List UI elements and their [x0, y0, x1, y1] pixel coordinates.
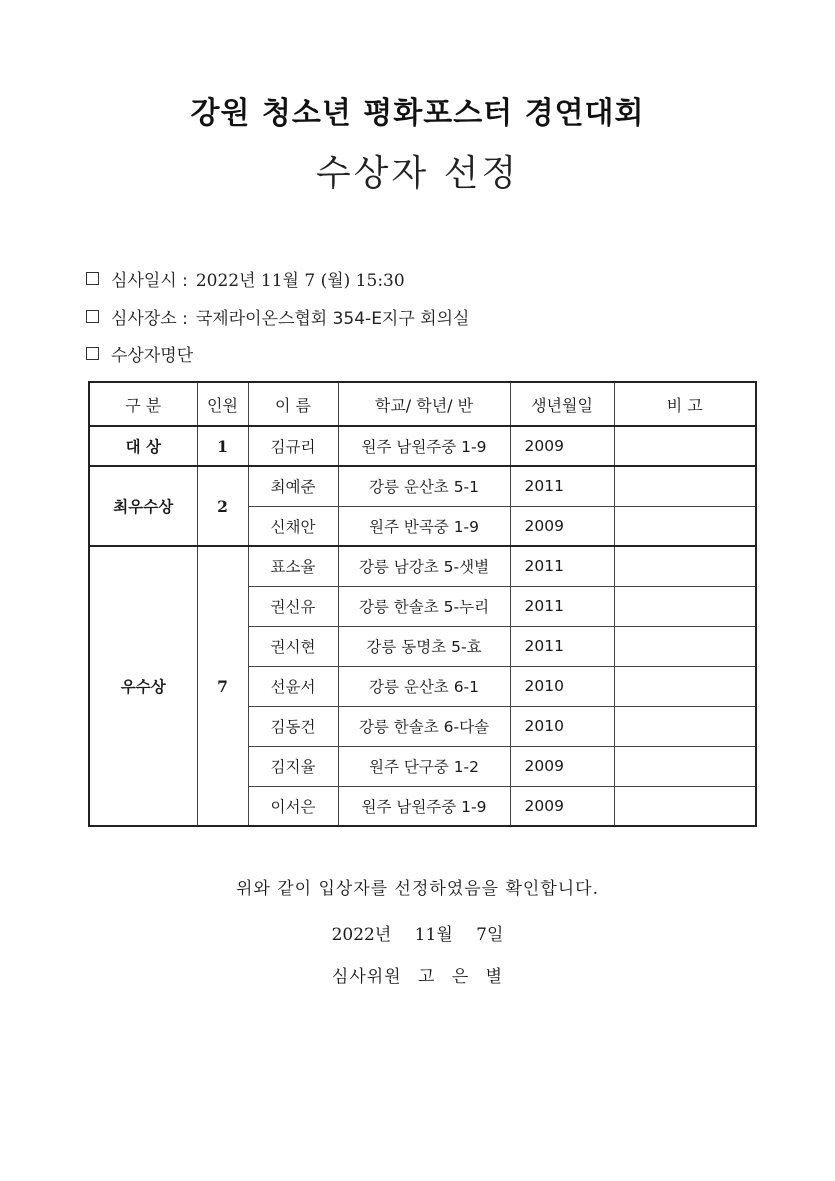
note-cell — [614, 746, 756, 786]
checkbox-icon — [86, 310, 99, 323]
info-review-date — [86, 266, 405, 291]
checkbox-icon — [86, 347, 99, 360]
school-cell: 강릉 남강초 5-샛별 — [338, 546, 510, 586]
note-cell — [614, 586, 756, 626]
page-title: 강원 청소년 평화포스터 경연대회 — [190, 96, 645, 131]
header-school: 학교/ 학년/ 반 — [338, 382, 510, 426]
name-cell: 이서은 — [248, 786, 338, 826]
school-cell: 강릉 운산초 5-1 — [338, 466, 510, 506]
note-cell — [614, 426, 756, 466]
info-label: 심사장소 : — [111, 309, 188, 329]
info-review-place — [86, 304, 469, 329]
info-label: 심사일시 : — [111, 271, 188, 291]
note-cell — [614, 666, 756, 706]
school-cell: 강릉 동명초 5-효 — [338, 626, 510, 666]
category-cell: 우수상 — [89, 546, 197, 826]
school-cell: 원주 남원주중 1-9 — [338, 426, 510, 466]
info-label: 수상자명단 — [111, 346, 194, 366]
header-count: 인원 — [197, 382, 248, 426]
header-name: 이 름 — [248, 382, 338, 426]
name-cell: 김동건 — [248, 706, 338, 746]
name-cell: 권신유 — [248, 586, 338, 626]
note-cell — [614, 706, 756, 746]
table-row — [89, 426, 756, 466]
info-value: 국제라이온스협회 354-E지구 회의실 — [195, 309, 470, 329]
birth-cell: 2011 — [510, 466, 614, 506]
header-note: 비 고 — [614, 382, 756, 426]
birth-cell: 2009 — [510, 426, 614, 466]
judge-signature: 심사위원 고 은 별 — [331, 967, 504, 987]
name-cell: 선윤서 — [248, 666, 338, 706]
name-cell: 최예준 — [248, 466, 338, 506]
name-cell: 김지율 — [248, 746, 338, 786]
confirmation-text: 위와 같이 입상자를 선정하였음을 확인합니다. — [235, 879, 600, 899]
note-cell — [614, 466, 756, 506]
note-cell — [614, 546, 756, 586]
category-cell: 최우수상 — [89, 466, 197, 546]
note-cell — [614, 626, 756, 666]
birth-cell: 2011 — [510, 586, 614, 626]
birth-cell: 2009 — [510, 746, 614, 786]
school-cell: 원주 반곡중 1-9 — [338, 506, 510, 546]
count-cell: 7 — [197, 546, 248, 826]
birth-cell: 2009 — [510, 786, 614, 826]
birth-cell: 2009 — [510, 506, 614, 546]
name-cell: 신채안 — [248, 506, 338, 546]
header-birth: 생년월일 — [510, 382, 614, 426]
school-cell: 강릉 한솔초 6-다솔 — [338, 706, 510, 746]
name-cell: 김규리 — [248, 426, 338, 466]
note-cell — [614, 506, 756, 546]
name-cell: 표소율 — [248, 546, 338, 586]
note-cell — [614, 786, 756, 826]
school-cell: 강릉 운산초 6-1 — [338, 666, 510, 706]
checkbox-icon — [86, 272, 99, 285]
birth-cell: 2010 — [510, 706, 614, 746]
page-subtitle: 수상자 선정 — [315, 153, 520, 194]
info-value: 2022년 11월 7 (월) 15:30 — [195, 271, 405, 291]
winners-table — [88, 381, 757, 827]
count-cell: 1 — [197, 426, 248, 466]
birth-cell: 2010 — [510, 666, 614, 706]
category-cell: 대 상 — [89, 426, 197, 466]
signature-date: 2022년 11월 7일 — [331, 925, 504, 945]
birth-cell: 2011 — [510, 626, 614, 666]
school-cell: 강릉 한솔초 5-누리 — [338, 586, 510, 626]
info-winner-list — [86, 341, 201, 366]
table-row — [89, 546, 756, 586]
header-category: 구 분 — [89, 382, 197, 426]
table-header-row — [89, 382, 756, 426]
school-cell: 원주 단구중 1-2 — [338, 746, 510, 786]
name-cell: 권시현 — [248, 626, 338, 666]
count-cell: 2 — [197, 466, 248, 546]
school-cell: 원주 남원주중 1-9 — [338, 786, 510, 826]
birth-cell: 2011 — [510, 546, 614, 586]
table-row — [89, 466, 756, 506]
